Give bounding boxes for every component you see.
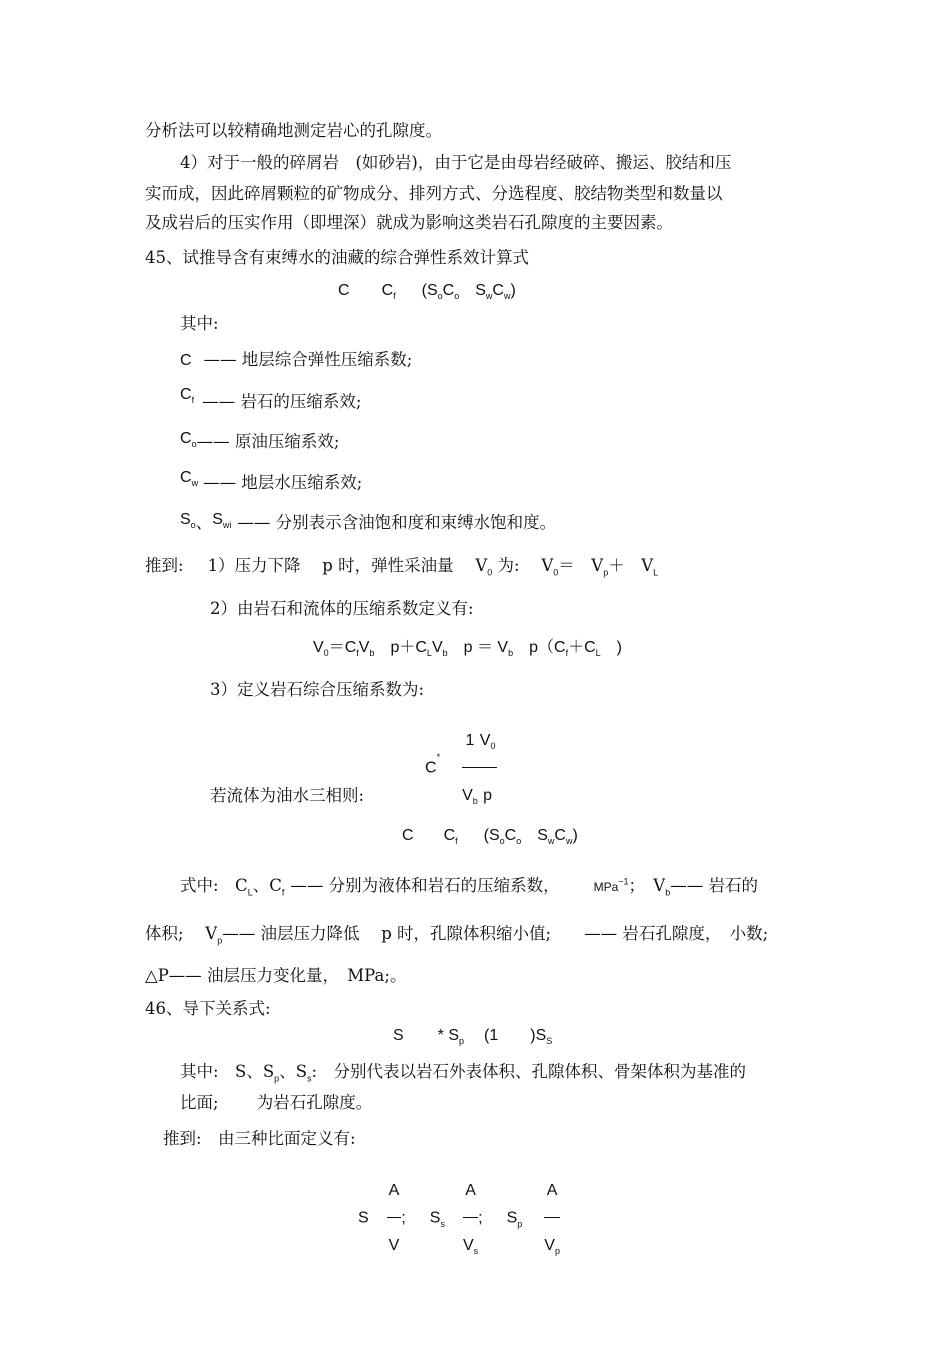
def-sym: C [180, 386, 192, 403]
fraction-2 [478, 716, 498, 821]
sub-o: o [191, 439, 197, 450]
expl1-e: —— 岩石的 [670, 876, 758, 895]
frac-num-a: A [387, 1166, 402, 1218]
expl1-c: —— 分别为液体和岩石的压缩系数， [290, 876, 560, 895]
eq-star: * S [437, 1027, 460, 1044]
def5-sep: 、 [195, 513, 213, 532]
explanation-1 [180, 876, 758, 897]
formula-c: C [402, 827, 414, 844]
sub-p: p [459, 1036, 465, 1047]
step-1 [145, 556, 658, 576]
formula-open: (S [421, 282, 438, 299]
expl1-a: 式中: C [180, 876, 248, 895]
sup-neg1: −1 [618, 876, 629, 887]
sub-L: L [426, 648, 432, 659]
eq2-f: p ＝ V [447, 639, 509, 656]
formula-cf: C [381, 282, 394, 299]
eq-paren: (1 )S [484, 1027, 547, 1044]
sub-0: 0 [487, 567, 493, 578]
def-so-swi [180, 513, 556, 534]
step1-text: 1）压力下降 p 时，弹性采油量 V [207, 556, 488, 575]
sub-0: 0 [553, 567, 559, 578]
eq-2 [313, 638, 622, 658]
sup-star: * [436, 752, 441, 763]
frac-num-a: A [463, 1166, 478, 1218]
frac1-den: $V_b$ [462, 787, 478, 807]
def-text: —— 原油压缩系效; [196, 432, 340, 451]
three-phase: 若流体为油水三相则: [210, 786, 365, 805]
step-2: 2）由岩石和流体的压缩系数定义有: [210, 599, 474, 618]
sub-b: b [665, 887, 671, 898]
sub-o: o [499, 836, 505, 847]
intro-line-2: 4）对于一般的碎屑岩 (如砂岩)，由于它是由母岩经破碎、搬运、胶结和压 [180, 153, 732, 172]
formula-close: ) [572, 827, 578, 844]
eq2-g: p（C [513, 639, 566, 656]
sub-f: f [455, 836, 458, 847]
def-co [180, 432, 339, 453]
sub-w: w [485, 291, 493, 302]
sub-f: f [565, 648, 569, 659]
frac-den-vs: $V_s$ [462, 1237, 479, 1257]
sub-s: s [440, 1218, 445, 1229]
expl2-a: 体积; V [145, 924, 218, 943]
expl1-d: ； V [628, 876, 666, 895]
formula-c: C [338, 282, 350, 299]
semicolon: ; [401, 1209, 406, 1227]
fraction-1 [462, 716, 478, 821]
intro-line-3: 实而成，因此碎屑颗粒的矿物成分、排列方式、分选程度、胶结物类型和数量以 [145, 184, 723, 203]
sub-s: s [307, 1073, 312, 1084]
formula-sw: S [537, 827, 548, 844]
def5-text: —— 分别表示含油饱和度和束缚水饱和度。 [237, 513, 557, 532]
def-cw [180, 469, 363, 494]
q46-fractions [358, 1166, 560, 1257]
derive-label: 推到: [145, 556, 184, 575]
fraction-a-v [387, 1166, 402, 1271]
frac-lhs-s: S [358, 1209, 369, 1227]
sub-p: p [274, 1073, 280, 1084]
formula-co: C [442, 282, 455, 299]
def-sym: C [180, 469, 192, 486]
sub-p: p [517, 1218, 523, 1229]
def5-swi: S [212, 511, 223, 528]
explanation-3: △P—— 油层压力变化量， MPa;。 [145, 966, 407, 985]
eq-3 [425, 716, 497, 807]
formula-sw: S [475, 282, 486, 299]
def-text: —— 地层水压缩系效; [203, 473, 363, 492]
formula-close: ) [510, 282, 516, 299]
sub-S: S [546, 1036, 553, 1047]
where-b: 、S [279, 1062, 307, 1081]
expl2-b: —— 油层压力降低 p 时，孔隙体积缩小值; —— 岩石孔隙度， 小数; [222, 924, 769, 943]
sub-o: o [454, 291, 460, 302]
formula-cw: C [554, 827, 566, 844]
q46-formula [393, 1026, 552, 1046]
frac2-den: p [483, 787, 493, 804]
sub-L: L [247, 887, 253, 898]
fraction-a-vp [544, 1166, 560, 1271]
eq2-d: p＋C [374, 639, 427, 656]
sub-o: o [437, 291, 443, 302]
frac1-num: 1 [462, 716, 478, 768]
expl1-b: 、C [252, 876, 282, 895]
sub-o: o [516, 836, 522, 847]
sub-w: w [503, 291, 511, 302]
q45-title: 45、试推导含有束缚水的油藏的综合弹性系效计算式 [145, 248, 529, 267]
frac-den-v: V [388, 1237, 400, 1254]
sub-w: w [191, 478, 199, 489]
step1-mid: 为: V [492, 556, 554, 575]
where-c: : 分别代表以岩石外表体积、孔隙体积、骨架体积为基准的 [311, 1062, 747, 1081]
q45-where: 其中: [180, 314, 219, 333]
def5-so: S [180, 511, 191, 528]
def-sym: C [180, 352, 192, 369]
sub-f: f [191, 395, 195, 406]
sub-f: f [356, 648, 359, 659]
eq2-c: V [358, 639, 370, 656]
fraction-a-vs [463, 1166, 478, 1271]
eq2-h: ＋C [568, 639, 596, 656]
q45-formula [338, 281, 516, 301]
def-c [180, 350, 412, 371]
sub-o: o [190, 520, 196, 531]
sub-b: b [442, 648, 448, 659]
sub-b: b [508, 648, 514, 659]
frac-lhs-ss: S [429, 1209, 441, 1227]
intro-line-1: 分析法可以较精确地测定岩心的孔隙度。 [145, 121, 442, 140]
explanation-2 [145, 924, 768, 944]
eq2-i: ) [600, 639, 623, 656]
sub-wi: wi [222, 520, 232, 531]
step-3: 3）定义岩石综合压缩系数为: [210, 680, 425, 699]
sub-L: L [653, 567, 659, 578]
q46-where [180, 1062, 746, 1082]
def-text: —— 岩石的压缩系效; [202, 392, 362, 411]
formula-cw: C [492, 282, 504, 299]
sub-p: p [603, 567, 609, 578]
sub-L: L [595, 648, 601, 659]
step1-eq: ＝ V [558, 556, 604, 575]
eq2-e: V [431, 639, 443, 656]
def-sym: C [180, 430, 192, 447]
sub-p: p [217, 935, 223, 946]
semicolon: ; [478, 1209, 483, 1227]
eq2-a: V [313, 639, 324, 656]
eq-s: S [393, 1027, 404, 1044]
frac-lhs-sp: S [506, 1209, 518, 1227]
where-a: 其中: S、S [180, 1062, 275, 1081]
sub-0: 0 [323, 648, 329, 659]
q46-derive: 推到: 由三种比面定义有: [163, 1129, 356, 1148]
q45-formula-2 [402, 826, 578, 846]
sub-b: b [369, 648, 375, 659]
intro-line-4: 及成岩后的压实作用（即埋深）就成为影响这类岩石孔隙度的主要因素。 [145, 213, 673, 232]
step1-plus: ＋ V [608, 556, 654, 575]
def-text: —— 地层综合弹性压缩系数; [203, 350, 413, 369]
sub-f: f [281, 887, 285, 898]
def-cf [180, 386, 362, 413]
eq2-b: ＝C [328, 639, 357, 656]
formula-cf: C [443, 827, 456, 844]
frac-num-a: A [544, 1166, 560, 1218]
sub-w: w [547, 836, 555, 847]
frac2-num: $V_0$ [478, 716, 498, 768]
sub-w: w [565, 836, 573, 847]
q46-where-2: 比面; 为岩石孔隙度。 [180, 1093, 373, 1112]
eq3-c: C [425, 759, 437, 777]
sub-f: f [393, 291, 396, 302]
formula-open: (S [483, 827, 500, 844]
frac-den-vp: $V_p$ [544, 1237, 560, 1257]
formula-co: C [504, 827, 517, 844]
unit-mpa: MPa [593, 880, 619, 894]
q46-title: 46、导下关系式: [145, 999, 271, 1018]
